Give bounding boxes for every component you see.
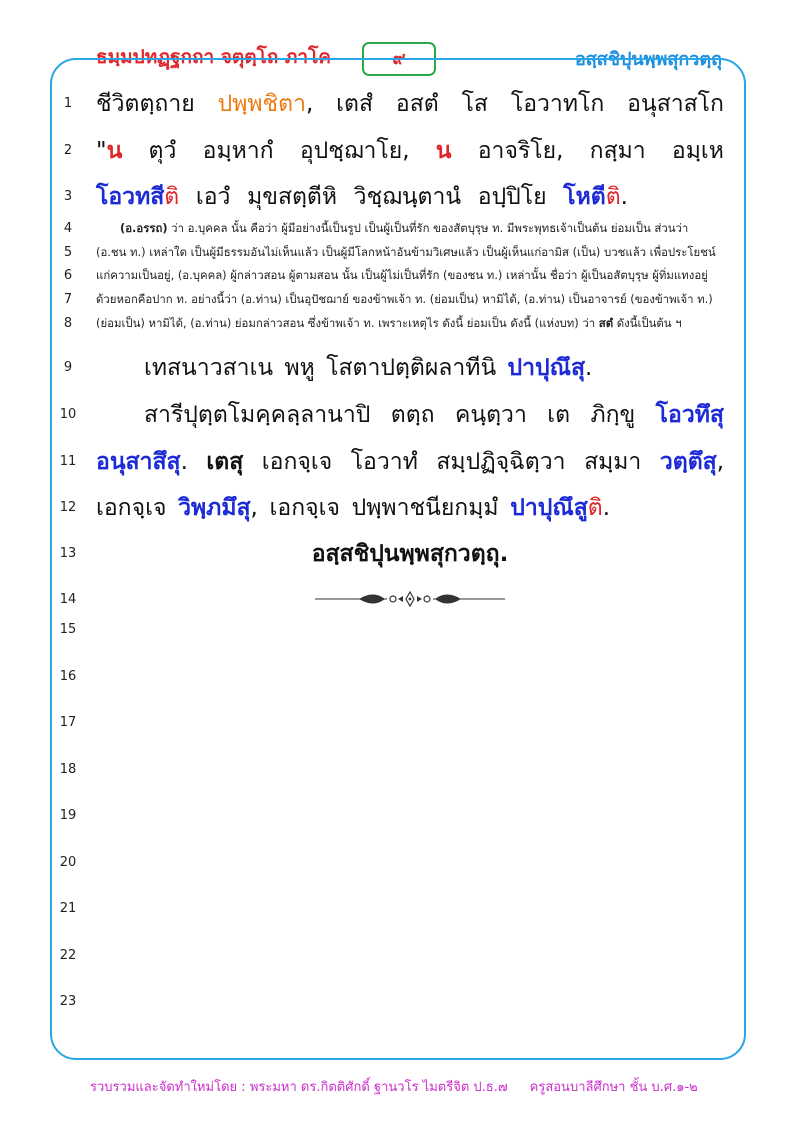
line-number: 23: [59, 994, 77, 1009]
line-number: 18: [59, 762, 77, 777]
word: อมฺเห: [671, 138, 724, 164]
word: เทสนาวสาเน: [144, 355, 274, 381]
word: ภิกฺขู: [590, 402, 636, 428]
word: อสตํ: [395, 91, 439, 117]
word: ปาปุณึสุ.: [507, 355, 593, 381]
footer-compiler: รวบรวมและจัดทำใหม่โดย : พระมหา ดร.กิตติศักดิ์ ฐานวโร ไมตรีจิต ป.ธ.๗: [90, 1080, 508, 1095]
line-number: 1: [63, 96, 73, 111]
word: สมฺมา: [584, 449, 642, 475]
line-number: 15: [59, 622, 77, 637]
word: วิชฺฌนฺตานํ: [353, 184, 462, 210]
page-number: ๙: [392, 48, 406, 69]
story-title-header: อสฺสชิปุนพฺพสุกวตฺถุ: [574, 49, 722, 70]
word: ปาปุณึสูติ.: [510, 495, 610, 521]
line-number: 5: [63, 245, 73, 260]
word: เต: [547, 402, 571, 428]
word: โส: [461, 91, 488, 117]
line-number: 11: [59, 454, 77, 469]
line-number: 16: [59, 669, 77, 684]
text-line-12: [96, 490, 610, 526]
word: สมฺปฏิจฺฉิตฺวา: [436, 449, 566, 475]
word: "น: [96, 138, 123, 164]
line-number: 14: [59, 592, 77, 607]
text-line-1: [96, 86, 724, 122]
word: ปพฺพชิตา,: [217, 91, 314, 117]
word: เอกจฺเจ: [261, 449, 333, 475]
word: ตตฺถ: [390, 402, 435, 428]
word: อุปชฺฌาโย,: [299, 138, 410, 164]
word: เตสํ: [336, 91, 374, 117]
line-number: 7: [63, 292, 73, 307]
word: น: [435, 138, 452, 164]
line-number: 19: [59, 808, 77, 823]
line-number: 22: [59, 948, 77, 963]
line-number: 20: [59, 855, 77, 870]
text-line-11: [96, 444, 724, 480]
line-number: 3: [63, 189, 73, 204]
footnote-line-6: แก่ความเป็นอยู่, (อ.บุคคล) ผู้กล่าวสอน ผู้ตามสอน นั้น เป็นผู้ไม่เป็นที่รัก (ของชน ท.) เหล่านั้น ชื่อว่า ผู้เป็นอสัตบุรุษ ผู้ทิ่มแทงอยู่: [96, 268, 708, 282]
line-number: 6: [63, 268, 73, 283]
ornament-divider-icon: [315, 590, 505, 608]
line-number: 12: [59, 500, 77, 515]
word: เอกจฺเจ: [269, 495, 340, 521]
line-number: 21: [59, 901, 77, 916]
line-number: 17: [59, 715, 77, 730]
word: โอวทสีติ: [96, 184, 180, 210]
word: กสฺมา: [589, 138, 646, 164]
line-number: 13: [59, 546, 77, 561]
word: พหู: [284, 355, 315, 381]
word: โสตาปตฺติผลาทีนิ: [326, 355, 497, 381]
book-title: ธมฺมปทฏฺฐกถา จตุตฺโถ ภาโค: [96, 46, 332, 68]
word: ปพฺพาชนียกมฺมํ: [351, 495, 499, 521]
word: ตุวํ: [148, 138, 177, 164]
word: อปฺปิโย: [477, 184, 547, 210]
word: โหตีติ.: [563, 184, 628, 210]
line-number: 2: [63, 143, 73, 158]
word: คนฺตฺวา: [455, 402, 527, 428]
footnote-line-4: (อ.อรรถ) ว่า อ.บุคคล นั้น คือว่า ผู้มีอย่างนี้เป็นรูป เป็นผู้เป็นที่รัก ของสัตบุรุษ ท. มีพระพุทธเจ้าเป็นต้น ย่อมเป็น ส่วนว่า: [120, 221, 689, 235]
word: วตฺตึสุ,: [659, 449, 724, 475]
line-number: 10: [59, 407, 77, 422]
word: เอวํ: [195, 184, 231, 210]
line-number: 8: [63, 316, 73, 331]
word: มุขสตฺตีหิ: [247, 184, 338, 210]
word: เตสุ: [206, 449, 244, 475]
word: โอวทึสุ: [655, 402, 724, 428]
text-line-9: [96, 350, 724, 386]
word: ชีวิตตฺถาย: [96, 91, 195, 117]
text-line-3: [96, 179, 628, 215]
word: โอวาทํ: [350, 449, 418, 475]
story-end-title: อสฺสชิปุนพฺพสุกวตฺถุ.: [311, 541, 509, 567]
word: สารีปุตฺตโมคฺคลฺลานาปิ: [144, 402, 371, 428]
text-line-10: [96, 397, 724, 433]
line-number: 4: [63, 221, 73, 236]
word: เอกจฺเจ: [96, 495, 167, 521]
word: อมฺหากํ: [202, 138, 274, 164]
word: อนุสาสึสุ.: [96, 449, 188, 475]
word: อาจริโย,: [477, 138, 564, 164]
word: โอวาทโก: [510, 91, 605, 117]
footnote-line-7: ด้วยหอกคือปาก ท. อย่างนี้ว่า (อ.ท่าน) เป็นอุปัชฌาย์ ของข้าพเจ้า ท. (ย่อมเป็น) หามิได้, (อ.ท่าน) เป็นอาจารย์ (ของข้าพเจ้า ท.): [96, 292, 713, 306]
footnote-line-5: (อ.ชน ท.) เหล่าใด เป็นผู้มีธรรมอันไม่เห็นแล้ว เป็นผู้มีโลกหน้าอันข้ามวิเศษแล้ว เป็นผู้เห็นแก่อามิส (เป็น) บวชแล้ว เพื่อประโยชน์: [96, 245, 716, 259]
footer: [90, 1076, 730, 1097]
footnote-line-8: (ย่อมเป็น) หามิได้, (อ.ท่าน) ย่อมกล่าวสอน ซึ่งข้าพเจ้า ท. เพราะเหตุไร ดังนี้ ย่อมเป็น ดังนี้ (แห่งบท) ว่า สตํ ดังนี้เป็นต้น ฯ: [96, 316, 682, 330]
word: วิพฺภมึสุ,: [178, 495, 258, 521]
footer-teacher: ครูสอนบาลีศึกษา ชั้น บ.ศ.๑-๒: [529, 1080, 698, 1095]
word: อนุสาสโก: [627, 91, 724, 117]
line-number: 9: [63, 360, 73, 375]
text-line-2: [96, 133, 724, 169]
